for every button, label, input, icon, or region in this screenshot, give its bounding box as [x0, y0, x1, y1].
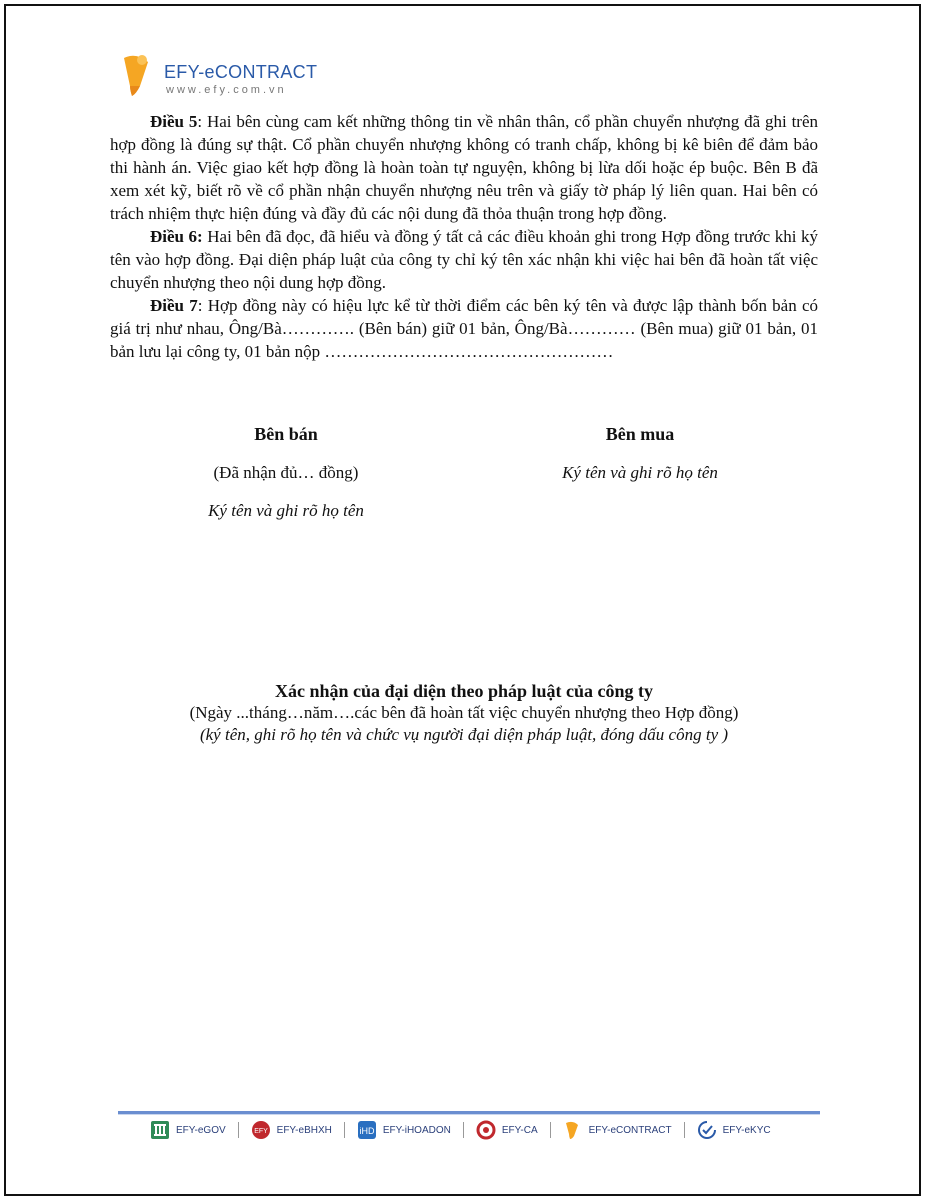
footer-separator: [684, 1122, 685, 1138]
footer-label: EFY-eBHXH: [276, 1124, 332, 1136]
ebhxh-icon: [251, 1120, 271, 1140]
footer-separator: [550, 1122, 551, 1138]
footer-item-ca: [476, 1120, 538, 1140]
footer-divider: [118, 1111, 820, 1115]
footer-item-econtract: [563, 1120, 672, 1140]
svg-text:EFY: EFY: [253, 1128, 268, 1135]
efy-econtract-logo: [118, 50, 348, 100]
footer-label: EFY-eGOV: [176, 1124, 226, 1136]
confirmation-date: (Ngày ...tháng…năm….các bên đã hoàn tất việc chuyển nhượng theo Hợp đồng): [189, 703, 739, 722]
ca-icon: [476, 1120, 496, 1140]
article-label: Điều 7: [150, 296, 198, 315]
seller-sign-instruction: Ký tên và ghi rõ họ tên: [208, 501, 364, 520]
article-label: Điều 6:: [150, 227, 203, 246]
footer-separator: [344, 1122, 345, 1138]
footer-item-ebhxh: [251, 1120, 332, 1140]
footer-label: EFY-eKYC: [722, 1124, 771, 1136]
article-text: Hai bên cùng cam kết những thông tin về nhân thân, cổ phần chuyển nhượng đã ghi trên hợp đồng là đúng sự thật. Cổ phần chuyển nhượng không có tranh chấp, không bị kê biên để đảm bảo thi hành án. Việc giao kết hợp đồng là hoàn toàn tự nguyện, không bị lừa dối hoặc ép buộc. Bên B đã xem xét kỹ, biết rõ về cổ phần nhận chuyển nhượng nêu trên và giấy tờ pháp lý liên quan. Hai bên có trách nhiệm thực hiện đúng và đầy đủ các nội dung đã thỏa thuận trong hợp đồng.: [110, 112, 819, 223]
company-confirmation: [110, 680, 818, 746]
article-7: [110, 294, 818, 363]
econtract-icon: [563, 1120, 583, 1140]
svg-text:iHD: iHD: [359, 1126, 375, 1136]
seller-title: Bên bán: [254, 424, 318, 444]
article-5: [110, 110, 818, 225]
seller-received-note: (Đã nhận đủ… đồng): [213, 463, 359, 482]
footer-item-ekyc: [697, 1120, 771, 1140]
article-sep: :: [197, 112, 203, 131]
footer-label: EFY-eCONTRACT: [588, 1124, 672, 1136]
ihoadon-icon: [357, 1120, 377, 1140]
confirmation-instruction: (ký tên, ghi rõ họ tên và chức vụ người đại diện pháp luật, đóng dấu công ty ): [199, 725, 729, 744]
ekyc-icon: [697, 1120, 717, 1140]
footer-item-egov: [150, 1120, 226, 1140]
article-text: Hai bên đã đọc, đã hiểu và đồng ý tất cả các điều khoản ghi trong Hợp đồng trước khi ký tên vào hợp đồng. Đại diện pháp luật của công ty chỉ ký tên xác nhận khi việc hai bên đã hoàn tất việc chuyển nhượng theo nội dung hợp đồng.: [110, 227, 818, 292]
footer-product-bar: [150, 1117, 800, 1143]
pen-logo-icon: [118, 52, 158, 98]
footer-label: EFY-CA: [501, 1124, 538, 1136]
article-6: [110, 225, 818, 294]
logo-name: EFY-eCONTRACT: [164, 62, 318, 82]
buyer-title: Bên mua: [605, 424, 675, 444]
egov-icon: [150, 1120, 170, 1140]
article-label: Điều 5: [150, 112, 198, 131]
footer-separator: [238, 1122, 239, 1138]
footer-label: EFY-iHOADON: [382, 1124, 451, 1136]
seller-signature-block: [176, 424, 396, 521]
footer-item-ihoadon: [357, 1120, 451, 1140]
article-text: Hợp đồng này có hiệu lực kể từ thời điểm các bên ký tên và được lập thành bốn bản có giá trị như nhau, Ông/Bà…………. (Bên bán) giữ 01 bản, Ông/Bà………… (Bên mua) giữ 01 bản, 01 bản lưu lại công ty, 01 bản nộp ……………………………………………: [110, 296, 818, 361]
confirmation-title: Xác nhận của đại diện theo pháp luật của công ty: [274, 681, 654, 701]
article-sep: :: [197, 296, 203, 315]
contract-body: [110, 110, 818, 363]
logo-url: www.efy.com.vn: [166, 84, 287, 96]
buyer-sign-instruction: Ký tên và ghi rõ họ tên: [562, 463, 718, 482]
footer-separator: [463, 1122, 464, 1138]
buyer-signature-block: [530, 424, 750, 483]
